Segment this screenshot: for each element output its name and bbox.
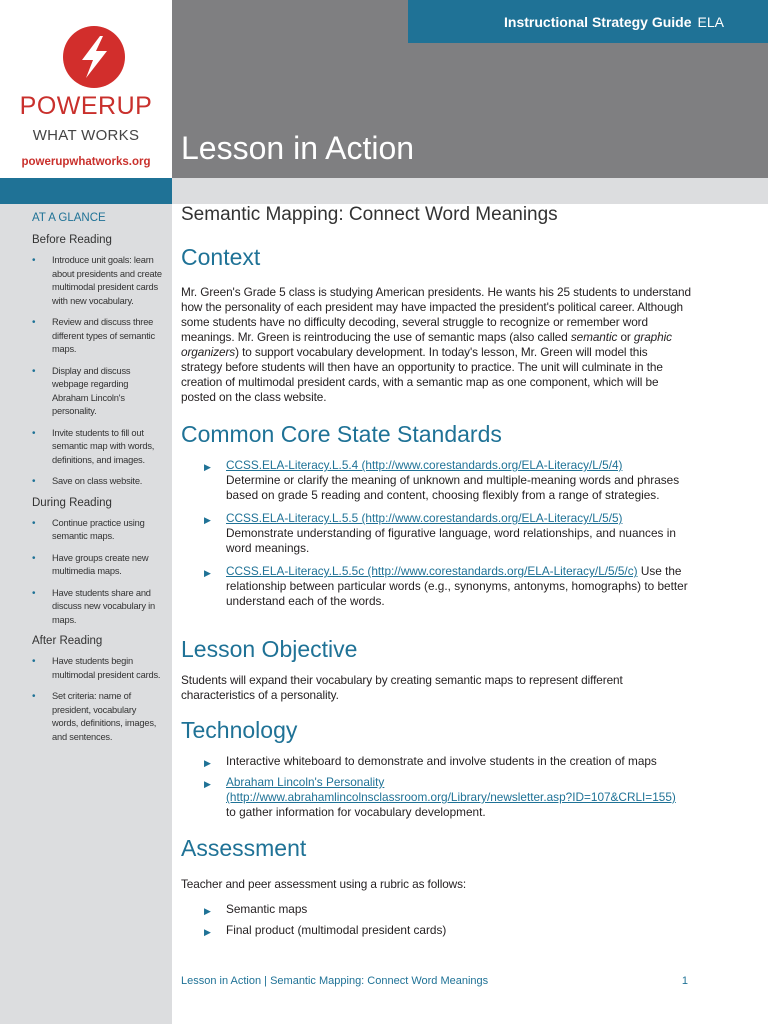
subject-label: ELA <box>697 13 724 30</box>
list-item: ▶ Abraham Lincoln's Personality (http://www.abrahamlincolnsclassroom.org/Library/newsletter.asp?ID=107&CRLI=155) to gather information for vocabulary development. <box>204 775 676 819</box>
standards-list <box>181 458 691 609</box>
brand-tagline: WHAT WORKS <box>32 127 140 144</box>
guide-label-bar <box>408 0 768 43</box>
before-reading-list <box>32 254 164 489</box>
brand-name: POWERUP <box>19 92 153 120</box>
objective-paragraph: Students will expand their vocabulary by creating semantic maps to represent different characteristics of a personality. <box>181 673 623 702</box>
list-item: ▶ Semantic maps <box>181 902 691 917</box>
guide-label: Instructional Strategy Guide <box>504 13 692 30</box>
list-item: ▶ CCSS.ELA-Literacy.L.5.4 (http://www.corestandards.org/ELA-Literacy/L/5/4) Determine or clarify the meaning of unknown and multiple-meaning words and phrases based on grade 5 reading and content, choosing flexibly from a range of strategies. <box>204 458 680 502</box>
list-item: • Invite students to fill out semantic map with words, definitions, and images. <box>32 427 164 468</box>
standard-link[interactable]: CCSS.ELA-Literacy.L.5.4 (http://www.corestandards.org/ELA-Literacy/L/5/4) <box>226 458 623 472</box>
sidebar-accent-band <box>0 178 172 204</box>
list-item: • Continue practice using semantic maps. <box>32 517 164 544</box>
context-section <box>181 244 691 405</box>
footer-text: Lesson in Action | Semantic Mapping: Connect Word Meanings <box>181 975 489 987</box>
header-divider-band <box>172 178 768 204</box>
page-number: 1 <box>681 975 688 987</box>
page-title: Lesson in Action <box>181 130 415 166</box>
context-heading: Context <box>181 244 261 270</box>
standards-heading: Common Core State Standards <box>181 421 502 447</box>
lightning-bolt-icon <box>63 26 125 88</box>
brand-url-link[interactable]: powerupwhatworks.org <box>21 156 151 168</box>
assessment-heading: Assessment <box>181 835 307 861</box>
sidebar-heading-before-reading: Before Reading <box>32 234 112 246</box>
objective-section <box>181 636 691 703</box>
objective-heading: Lesson Objective <box>181 636 358 662</box>
sidebar-heading-after-reading: After Reading <box>32 635 103 647</box>
after-reading-list <box>32 655 164 744</box>
list-item: • Display and discuss webpage regarding Abraham Lincoln's personality. <box>32 365 164 419</box>
technology-list <box>181 754 691 820</box>
during-reading-list <box>32 517 164 628</box>
triangle-bullet-icon: ▶ <box>204 779 211 789</box>
lesson-subtitle: Semantic Mapping: Connect Word Meanings <box>181 204 558 225</box>
triangle-bullet-icon: ▶ <box>204 462 211 472</box>
sidebar <box>0 0 172 1024</box>
context-paragraph: Mr. Green's Grade 5 class is studying American presidents. He wants his 25 students to understand how the personality of each president may have impacted the president's political career. Although some students have no difficulty decoding, several struggle to recognize or remember word meanings. Mr. Green is reintroducing the use of semantic maps (also called semantic or graphic organizers) to support vocabulary development. In today's lesson, Mr. Green will model this strategy before students will then have an opportunity to practice. The unit will culminate in the creation of multimodal president cards, with a semantic map as one component, which will be posted on the class website. <box>181 285 691 404</box>
standard-link[interactable]: CCSS.ELA-Literacy.L.5.5c (http://www.corestandards.org/ELA-Literacy/L/5/5/c) <box>226 564 638 578</box>
technology-section <box>181 717 691 820</box>
assessment-paragraph: Teacher and peer assessment using a rubric as follows: <box>181 877 467 891</box>
triangle-bullet-icon: ▶ <box>204 906 211 916</box>
triangle-bullet-icon: ▶ <box>204 515 211 525</box>
list-item: • Introduce unit goals: learn about presidents and create multimodal president cards with new vocabulary. <box>32 254 164 308</box>
assessment-section <box>181 835 691 938</box>
page-footer <box>181 975 688 987</box>
triangle-bullet-icon: ▶ <box>204 927 211 937</box>
triangle-bullet-icon: ▶ <box>204 758 211 768</box>
standard-link[interactable]: CCSS.ELA-Literacy.L.5.5 (http://www.corestandards.org/ELA-Literacy/L/5/5) <box>226 511 623 525</box>
assessment-list <box>181 902 691 938</box>
list-item: ▶ CCSS.ELA-Literacy.L.5.5c (http://www.corestandards.org/ELA-Literacy/L/5/5/c) Use the relationship between particular words (e.g., synonyms, antonyms, homographs) to better understand each of the words. <box>204 564 688 608</box>
logo-panel <box>0 0 172 178</box>
list-item: • Save on class website. <box>32 475 164 489</box>
list-item: • Set criteria: name of president, vocabulary words, definitions, images, and sentences. <box>32 690 164 744</box>
standards-section <box>181 421 691 609</box>
list-item: • Review and discuss three different types of semantic maps. <box>32 316 164 357</box>
sidebar-heading-during-reading: During Reading <box>32 496 112 509</box>
list-item: • Have groups create new multimedia maps. <box>32 552 164 579</box>
list-item: ▶ CCSS.ELA-Literacy.L.5.5 (http://www.corestandards.org/ELA-Literacy/L/5/5) Demonstrate understanding of figurative language, word relationships, and nuances in word meanings. <box>204 511 676 555</box>
list-item: • Have students share and discuss new vocabulary in maps. <box>32 587 164 628</box>
triangle-bullet-icon: ▶ <box>204 568 211 578</box>
list-item: ▶ Final product (multimodal president cards) <box>181 923 691 938</box>
at-a-glance-title: AT A GLANCE <box>32 212 106 224</box>
lincoln-personality-link[interactable]: Abraham Lincoln's Personality (http://www.abrahamlincolnsclassroom.org/Library/newsletter.asp?ID=107&CRLI=155) <box>226 775 676 804</box>
list-item: ▶ Interactive whiteboard to demonstrate and involve students in the creation of maps <box>181 754 691 769</box>
list-item: • Have students begin multimodal president cards. <box>32 655 164 682</box>
at-a-glance-panel <box>32 212 164 752</box>
technology-heading: Technology <box>181 717 298 743</box>
